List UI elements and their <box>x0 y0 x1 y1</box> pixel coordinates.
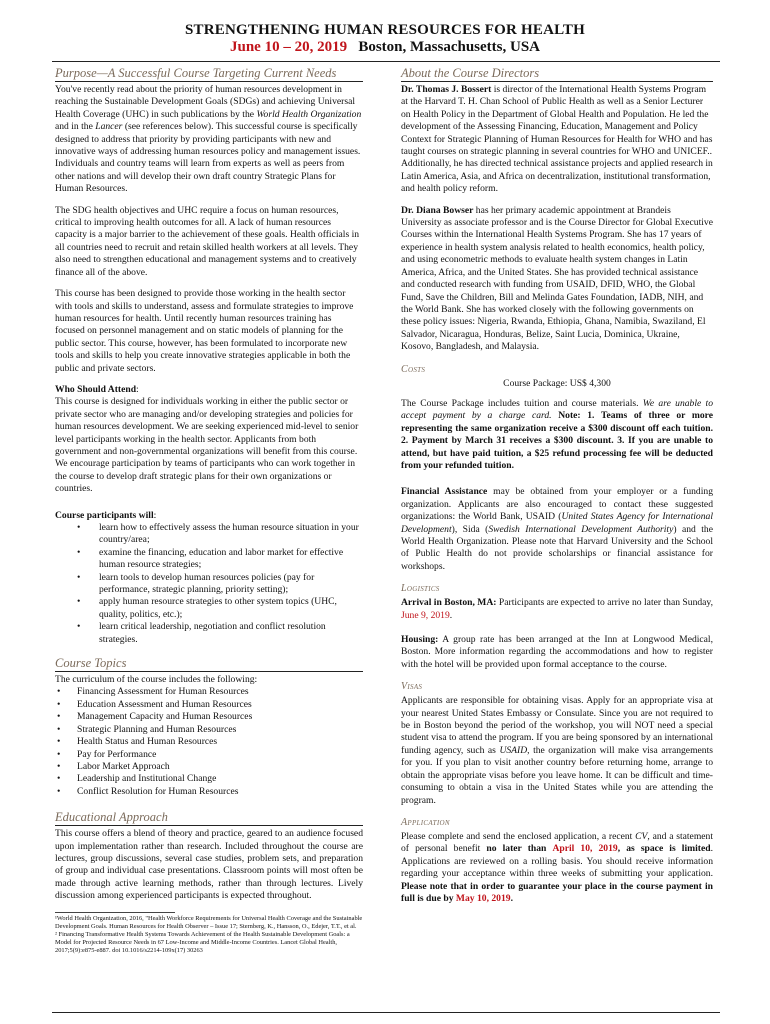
list-item: • Education Assessment and Human Resources <box>55 699 363 711</box>
logistics-heading: Logistics <box>401 583 440 595</box>
who-should-attend: Who Should Attend: This course is designed for individuals working in either the public sector or private sector who are managing and/or developing strategies and policies for human resources development. We are seeking experienced mid-level to senior level participants working in the health sector. Applicants from both government and non-governmental organizations will benefit from this course. We encourage participation by teams of participants who can work together in the course to develop draft strategic plans for their own organizations or countries. <box>55 383 359 495</box>
directors-heading: About the Course Directors <box>401 66 713 82</box>
list-item: • learn critical leadership, negotiation and conflict resolution strategies. <box>55 621 363 646</box>
visas-heading: Visas <box>401 681 423 693</box>
list-item: • learn how to effectively assess the human resource situation in your country/area; <box>55 522 363 547</box>
header-rule <box>52 61 720 62</box>
left-column <box>55 66 363 955</box>
course-package-price: Course Package: US$ 4,300 <box>503 377 611 389</box>
purpose-heading: Purpose—A Successful Course Targeting Current Needs <box>55 66 363 82</box>
page-title: STRENGTHENING HUMAN RESOURCES FOR HEALTH <box>184 22 585 38</box>
visas-paragraph: Applicants are responsible for obtaining visas. Apply for an appropriate visa at your nearest United States Embassy or Consulate. Since you are not required to be in Boston beyond the period of the workshop, you will NOT need a special student visa to attend the program. If you are being sponsored by an international funding agency, such as USAID, the organization will make visa arrangements for you. If you plan to visit another country before returning home, arrange to obtain the appropriate visas before you leave home. It can be difficult and time-consuming to obtain a visa in the United States while you are attending the program. <box>401 695 713 806</box>
list-item: • learn tools to develop human resources policies (pay for performance, strategic planning, priority setting); <box>55 572 363 597</box>
list-item: • Strategic Planning and Human Resources <box>55 724 363 736</box>
participants-list <box>55 522 363 646</box>
list-item: • Conflict Resolution for Human Resources <box>55 786 363 798</box>
arrival-paragraph: Arrival in Boston, MA: Participants are expected to arrive no later than Sunday, June 9, 2019. <box>401 597 713 621</box>
purpose-paragraph-3: This course has been designed to provide those working in the health sector with tools and skills to understand, assess and formulate strategies to improve human resources for health. Until recently human resources training has focused on personnel management and on static models of planning for the public sector. This course, however, has been formulated to incorporate new tools and skills to help you create innovative strategies applicable in both the public and private sectors. <box>55 288 354 374</box>
list-item: • Labor Market Approach <box>55 761 363 773</box>
costs-paragraph: The Course Package includes tuition and course materials. We are unable to accept payment by a charge card. Note: 1. Teams of three or more representing the same organization receive a $300 discount off each tuition. 2. Payment by March 31 receives a $300 discount. 3. If you are unable to attend, but have paid tuition, a $25 refund processing fee will be deducted from your refunded tuition. <box>401 397 713 471</box>
footer-rule <box>52 1012 720 1013</box>
footnote-1: ¹World Health Organization, 2016, "Health Workforce Requirements for Universal Health Coverage and the Sustainable Development Goals. Human Resources for Health Observer – Issue 17; Sternberg, K., Hansson, O., Edejer, T.T., et al. <box>55 914 363 930</box>
footnote-2: ² Financing Transformative Health Systems Towards Achievement of the Health Sustainable Development Goals: a Model for Projected Resource Needs in 67 Low-Income and Middle-Income Countries. Lancet Global Health, 2017;5(9):e875-e887. doi 10.1016/s2214-109x(17) 30263 <box>55 930 350 954</box>
header <box>0 22 770 56</box>
topics-intro: The curriculum of the course includes the following: <box>55 674 258 686</box>
costs-heading: Costs <box>401 363 426 375</box>
list-item: • Health Status and Human Resources <box>55 736 363 748</box>
participants-label: Course participants will: <box>55 509 157 521</box>
list-item: • apply human resource strategies to other system topics (UHC, quality, politics, etc.); <box>55 596 363 621</box>
list-item: • Leadership and Institutional Change <box>55 773 363 785</box>
purpose-paragraph-1: You've recently read about the priority of human resources development in reaching the Sustainable Development Goals (SDGs) and achieving Universal Health Coverage (UHC) in such publications by the World Health Organization and in the Lancer (see references below). This successful course is specifically designed to address that priority by providing participants with new and innovative ways of addressing human resources policy and management issues. Individuals and country teams will learn from experts as well as peers from other nations and will develop their own draft country Strategic Plans for Human Resources. <box>55 84 362 195</box>
application-paragraph: Please complete and send the enclosed application, a recent CV, and a statement of personal benefit no later than April 10, 2019, as space is limited. Applications are reviewed on a rolling basis. You should receive information regarding your acceptance within three weeks of submitting your application. Please note that in order to guarantee your place in the course payment in full is due by May 10, 2019. <box>401 830 713 904</box>
director-bowser: Dr. Diana Bowser has her primary academic appointment at Brandeis University as associate professor and is the Course Director for Global Executive Courses within the International Health Systems Program. She has 17 years of experience in health system analysis related to health economics, health policy, and using econometric methods to evaluate health system changes in Latin America, Africa, and the United States. She has provided technical assistance and conducted research with funding from USAID, DFID, WHO, the Global Fund, Save the Children, Bill and Melinda Gates Foundation, IADB, NIH, and the World Bank. She has worked closely with the following governments on these policy issues: Nigeria, Rwanda, Ethiopia, Ghana, Namibia, Swaziland, El Salvador, Nicaragua, Honduras, Belize, Saint Lucia, Dominica, Ukraine, Kosovo, Bangladesh, and Malaysia. <box>401 204 713 353</box>
housing-paragraph: Housing: A group rate has been arranged at the Inn at Longwood Medical, Boston. More information regarding the accommodations and how to register with the hotel will be provided upon formal acceptance to the course. <box>401 634 713 670</box>
topics-list <box>55 686 363 798</box>
financial-assistance: Financial Assistance may be obtained from your employer or a funding organization. Applicants are also encouraged to contact these suggested organizations: the World Bank, USAID (United States Agency for International Development), Sida (Swedish International Development Authority) and the World Health Organization. Please note that Harvard University and the School of Public Health do not provide scholarships or financial assistance for workshops. <box>401 486 713 572</box>
list-item: • Management Capacity and Human Resources <box>55 711 363 723</box>
application-heading: Application <box>401 816 450 828</box>
right-column <box>401 66 713 914</box>
course-dates: June 10 – 20, 2019 <box>229 39 348 55</box>
topics-heading: Course Topics <box>55 656 363 672</box>
director-bossert: Dr. Thomas J. Bossert is director of the International Health Systems Program at the Harvard T. H. Chan School of Public Health as well as a Senior Lecturer on Health Policy in the Department of Global Health and Population. He led the development of the Assessing Financing, Education, Management and Policy Context for Strategic Planning of Human Resources for Health for WHO and has taught courses on strategic planning in several countries for WHO and UNICEF.. Additionally, he has directed technical assistance projects and applied research in Latin America, Asia, and Africa on decentralization, institutional transformation, and health policy reform. <box>401 84 713 195</box>
educational-heading: Educational Approach <box>55 810 363 826</box>
purpose-paragraph-2: The SDG health objectives and UHC require a focus on human resources, critical to improving health outcomes for all. A lack of human resources capacity is a major barrier to the achievement of these goals. Health officials in all countries need to recruit and retain skilled health workers at all levels. They also need to strengthen educational and management systems and to creatively finance all of the above. <box>55 204 360 278</box>
list-item: • examine the financing, education and labor market for effective human resource strategies; <box>55 547 363 572</box>
list-item: • Pay for Performance <box>55 749 363 761</box>
educational-paragraph: This course offers a blend of theory and practice, geared to an audience focused upon implementation rather than research. Included throughout the course are lectures, group discussions, several case studies, problem sets, and preparation of group and individual case presentations. Classroom points will most often be made through active learning methods, rather than through lectures. Lively discussion among experienced participants is expected throughout. <box>55 828 363 902</box>
list-item: • Financing Assessment for Human Resources <box>55 686 363 698</box>
course-location: Boston, Massachusetts, USA <box>358 39 541 55</box>
date-location <box>0 39 770 56</box>
